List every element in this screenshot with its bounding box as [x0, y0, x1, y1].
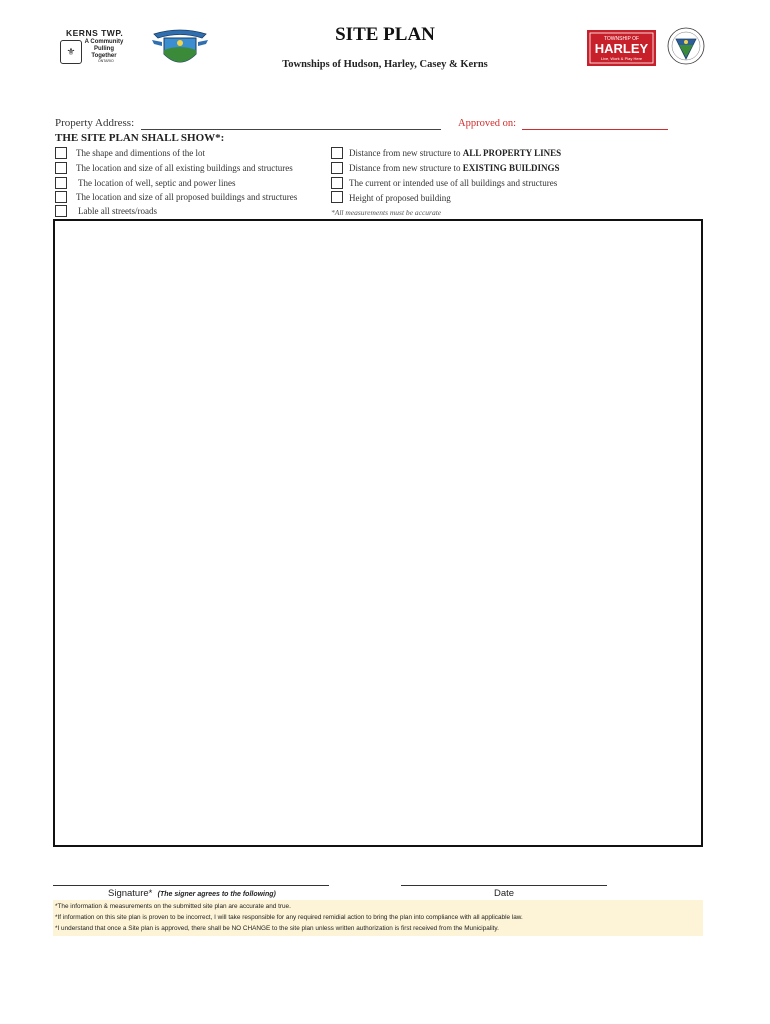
page-subtitle: Townships of Hudson, Harley, Casey & Kerns: [282, 59, 488, 70]
checklist-item: The location of well, septic and power lines: [78, 178, 236, 188]
disclaimer-line: *I understand that once a Site plan is approved, there shall be NO CHANGE to the site plan unless written authorization is first received from the Municipality.: [55, 925, 499, 932]
checklist-item: Distance from new structure to ALL PROPERTY LINES: [349, 148, 562, 158]
approved-on-label: Approved on:: [458, 118, 517, 129]
kerns-seal-icon: ⚜: [60, 40, 82, 64]
kerns-logo-tagline: A Community Pulling Together: [84, 39, 124, 59]
checkbox-proposed-buildings[interactable]: [55, 191, 67, 203]
kerns-logo-tiny: ONTARIO: [98, 59, 114, 63]
checklist-item: Height of proposed building: [349, 193, 451, 203]
site-plan-drawing-area[interactable]: [53, 219, 703, 847]
signature-label: Signature* (The signer agrees to the following): [108, 888, 276, 899]
harley-logo-tagline: Live, Work & Play Here: [600, 56, 643, 61]
date-label: Date: [494, 888, 515, 899]
checklist-heading: THE SITE PLAN SHALL SHOW*:: [55, 132, 225, 144]
property-address-field[interactable]: [141, 129, 441, 130]
signature-field[interactable]: [53, 885, 329, 886]
date-field[interactable]: [401, 885, 607, 886]
checklist-item: The location and size of all existing buildings and structures: [76, 163, 293, 173]
checkbox-lot-shape[interactable]: [55, 147, 67, 159]
checkbox-existing-buildings[interactable]: [55, 162, 67, 174]
checklist-item: The location and size of all proposed buildings and structures: [76, 192, 298, 202]
checkbox-label-streets[interactable]: [55, 205, 67, 217]
harley-township-logo: [587, 30, 656, 66]
checkbox-current-use[interactable]: [331, 177, 343, 189]
checkbox-distance-property-lines[interactable]: [331, 147, 343, 159]
disclaimer-box: [53, 900, 703, 936]
page-title: SITE PLAN: [335, 24, 435, 45]
kerns-logo-name: KERNS TWP.: [66, 28, 124, 38]
disclaimer-line: *The information & measurements on the submitted site plan are accurate and true.: [55, 903, 291, 910]
harley-logo-name: HARLEY: [594, 41, 649, 56]
checkbox-well-septic-power[interactable]: [55, 177, 67, 189]
checkbox-distance-existing-buildings[interactable]: [331, 162, 343, 174]
checklist-item: The shape and dimentions of the lot: [76, 148, 205, 158]
checkbox-building-height[interactable]: [331, 191, 343, 203]
approved-on-field[interactable]: [522, 129, 668, 130]
hudson-township-seal-icon: [667, 27, 705, 65]
checklist-item: The current or intended use of all buildings and structures: [349, 178, 558, 188]
checklist-item: Lable all streets/roads: [78, 206, 157, 216]
disclaimer-line: *If information on this site plan is proven to be incorrect, I will take responsible for any required remidial action to bring the plan into compliance with all applicable law.: [55, 914, 523, 921]
harley-logo-top: TOWNSHIP OF: [603, 36, 640, 42]
measurement-note: *All measurements must be accurate: [331, 208, 442, 217]
property-address-label: Property Address:: [55, 117, 135, 129]
checklist-item: Distance from new structure to EXISTING BUILDINGS: [349, 163, 560, 173]
